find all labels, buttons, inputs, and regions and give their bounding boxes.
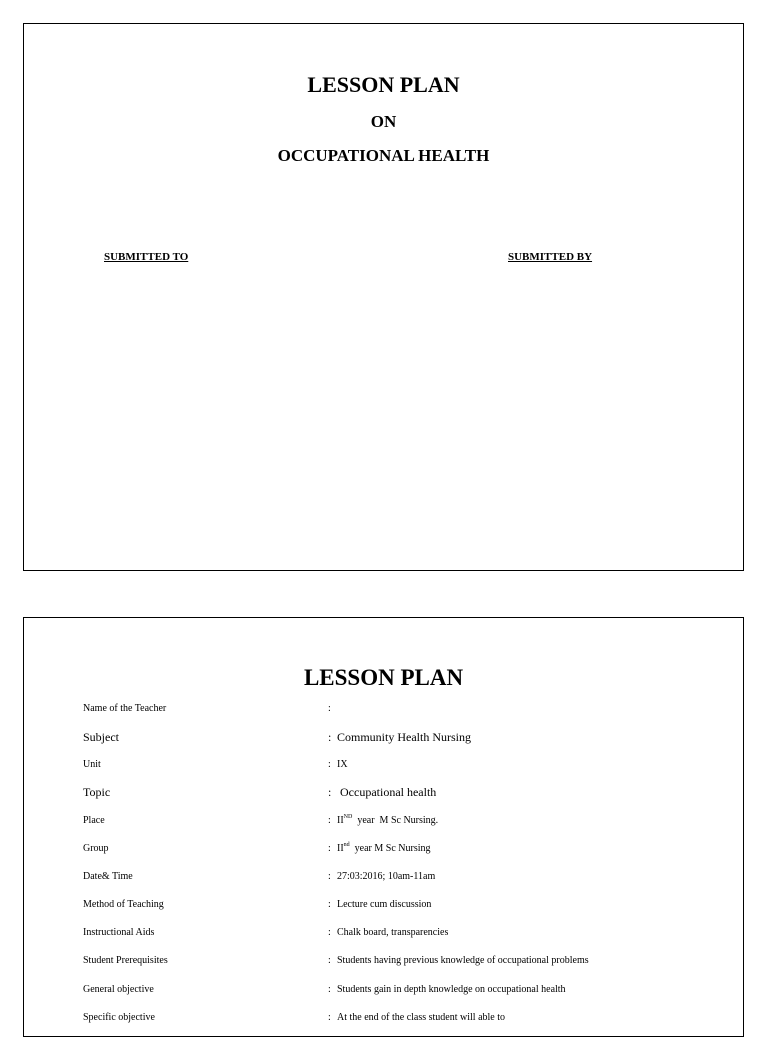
row-value: 27:03:2016; 10am-11am [337,871,436,882]
value-post: year M Sc Nursing. [352,815,439,826]
row-specific-objective [24,1012,743,1032]
row-colon: : [328,1012,331,1023]
row-label: Place [83,815,105,826]
row-label: Topic [83,785,111,799]
row-value: Occupational health [337,785,437,799]
cover-on: ON [370,112,397,131]
value-post: year M Sc Nursing [349,843,431,854]
row-value: Lecture cum discussion [337,899,432,910]
row-aids [24,927,743,947]
cover-title: LESSON PLAN [307,72,460,97]
row-group [24,843,743,863]
value-sup: nd [343,842,350,848]
row-place [24,815,743,835]
row-general-objective [24,984,743,1004]
lesson-plan-title: LESSON PLAN [303,665,464,690]
row-value: Chalk board, transparencies [337,927,449,938]
row-colon: : [328,730,332,744]
row-colon: : [328,984,331,995]
row-unit [24,759,743,779]
value-pre: II [337,843,344,854]
row-label: Specific objective [83,1012,155,1023]
row-subject [24,730,743,750]
row-label: Name of the Teacher [83,703,167,714]
row-teacher [24,703,743,723]
row-label: Method of Teaching [83,899,164,910]
row-label: General objective [83,984,154,995]
row-colon: : [328,927,331,938]
row-prerequisites [24,955,743,975]
row-label: Instructional Aids [83,927,155,938]
row-value [337,843,431,854]
row-date-time [24,871,743,891]
row-colon: : [328,843,331,854]
value-sup: ND [343,814,353,820]
row-colon: : [328,785,332,799]
submitted-to-label: SUBMITTED TO [104,251,189,263]
row-value [337,815,438,826]
row-value: Students having previous knowledge of occupational problems [337,955,589,966]
row-label: Subject [83,730,119,744]
value-pre: II [337,815,344,826]
row-colon: : [328,815,331,826]
row-label: Group [83,843,109,854]
row-value: Students gain in depth knowledge on occupational health [337,984,566,995]
lesson-plan-page [23,617,744,1037]
row-colon: : [328,955,331,966]
row-colon: : [328,871,331,882]
row-colon: : [328,759,331,770]
row-method [24,899,743,919]
submitted-by-label: SUBMITTED BY [508,251,593,263]
row-value: Community Health Nursing [337,730,471,744]
cover-topic: OCCUPATIONAL HEALTH [277,146,490,165]
row-label: Unit [83,759,101,770]
cover-page [23,23,744,571]
row-label: Student Prerequisites [83,955,168,966]
row-colon: : [328,703,331,714]
row-topic [24,785,743,805]
row-colon: : [328,899,331,910]
row-value: IX [337,759,348,770]
row-label: Date& Time [83,871,133,882]
row-value: At the end of the class student will able to [337,1012,506,1023]
